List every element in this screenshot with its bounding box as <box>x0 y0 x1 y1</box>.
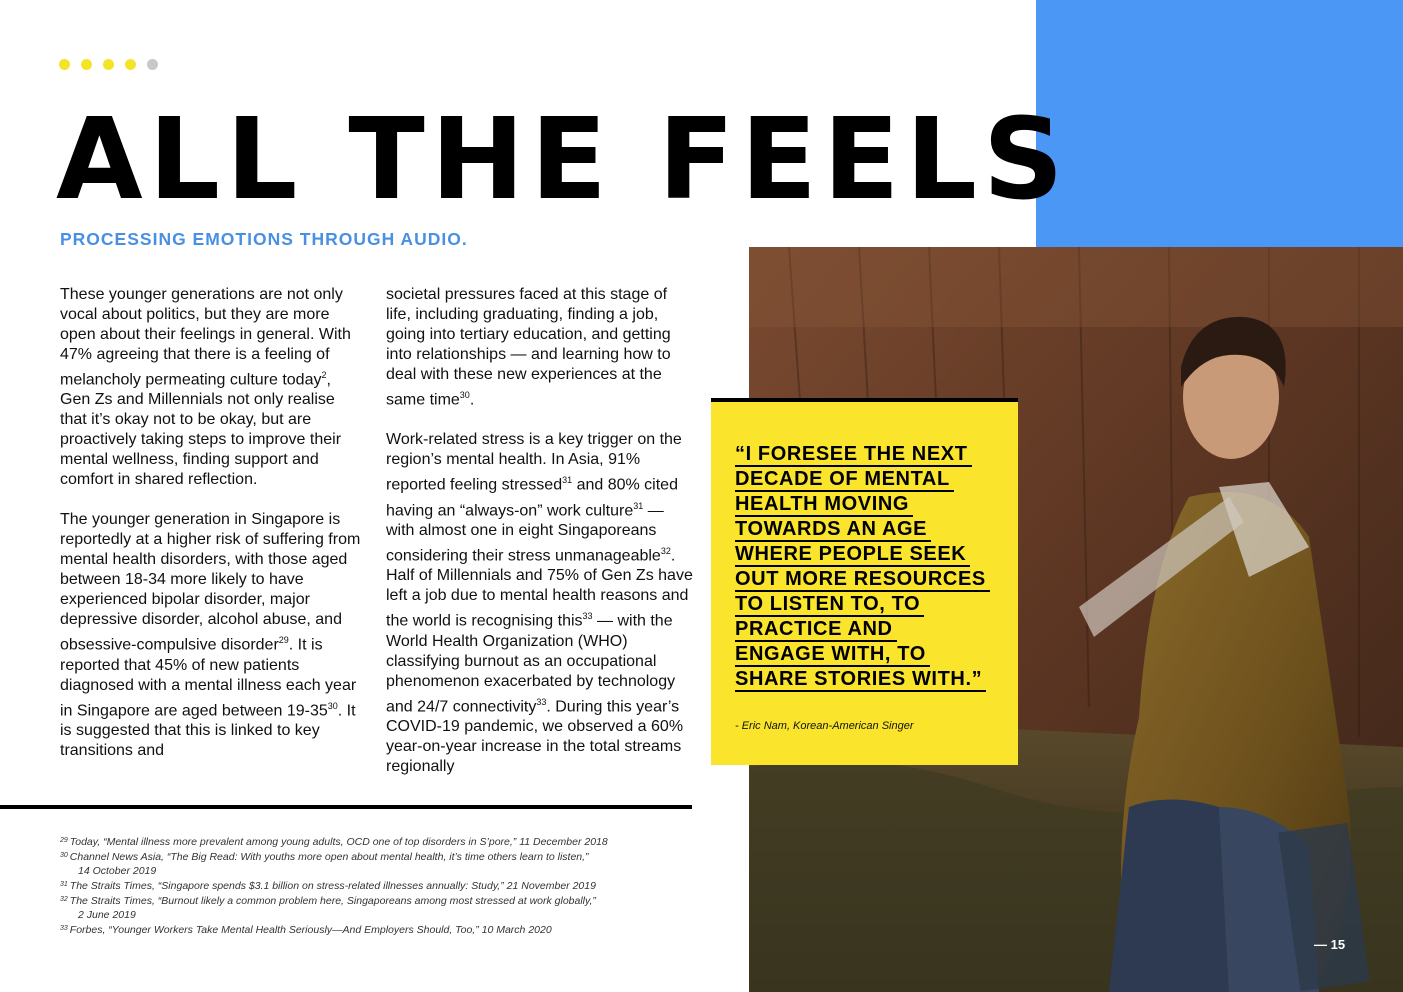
footnote-number: 33 <box>60 925 68 932</box>
quote-line: TO LISTEN TO, TO <box>735 593 924 617</box>
footnote-continuation: 14 October 2019 <box>78 865 157 877</box>
footnote-ref: 29 <box>278 635 289 646</box>
footnote-ref: 31 <box>633 500 644 511</box>
footnote-number: 31 <box>60 881 68 888</box>
page-number: — 15 <box>1314 937 1346 952</box>
body-paragraph: Work-related stress is a key trigger on the region’s mental health. In Asia, 91% reported feeling stressed$^{31}$ and 80% cited having an “always-on” work culture$^{31}$ — with almost one in eight Singaporeans considering their stress unmanageable$^{32}$. Half of Millennials and 75% of Gen Zs have left a job due to mental health reasons and the world is recognising this$^{33}$ — with the World Health Organization (WHO) classifying burnout as an occupational phenomenon exacerbated by technology and 24/7 connectivity$^{33}$. During this year’s COVID-19 pandemic, we observed a 60% year-on-year increase in the total streams regionally <box>386 431 693 775</box>
page-title: ALL THE FEELS <box>56 95 1070 225</box>
footnote-ref: 31 <box>562 475 573 486</box>
pull-quote-box <box>711 398 1018 765</box>
quote-line: WHERE PEOPLE SEEK <box>735 543 970 567</box>
quote-line: HEALTH MOVING <box>735 493 913 517</box>
footnote-ref: 30 <box>327 700 338 711</box>
divider-rule <box>0 805 692 809</box>
accent-block <box>1036 0 1403 248</box>
quote-line: PRACTICE AND <box>735 618 897 642</box>
footnote-ref: 33 <box>536 696 547 707</box>
quote-line: SHARE STORIES WITH.” <box>735 668 986 692</box>
footnote-text: Forbes, “Younger Workers Take Mental Health Seriously—And Employers Should, Too,” 10 March 2020 <box>69 924 552 936</box>
footnote-number: 30 <box>60 852 68 859</box>
pull-quote-text <box>735 442 1005 692</box>
footnote-text: The Straits Times, “Singapore spends $3.1 billion on stress-related illnesses annually: Study,” 21 November 2019 <box>69 880 596 892</box>
footnote <box>60 834 700 849</box>
footnote-ref: 30 <box>459 390 470 400</box>
footnote-continuation: 2 June 2019 <box>78 909 136 921</box>
body-column-right <box>386 285 696 797</box>
footnote-ref: 2 <box>321 370 327 380</box>
quote-line: “I FORESEE THE NEXT <box>735 443 972 467</box>
body-column-left <box>60 285 365 781</box>
footnote-number: 32 <box>60 896 68 903</box>
footnotes <box>60 834 700 937</box>
progress-dots <box>59 59 158 70</box>
footnote-text: Channel News Asia, “The Big Read: With youths more open about mental health, it’s time others learn to listen,” <box>69 851 589 863</box>
footnote-ref: 33 <box>582 611 593 622</box>
footnote <box>60 922 700 937</box>
footnote-ref: 32 <box>660 545 671 556</box>
quote-line: TOWARDS AN AGE <box>735 518 931 542</box>
page-subtitle: PROCESSING EMOTIONS THROUGH AUDIO. <box>60 229 468 249</box>
body-paragraph: societal pressures faced at this stage of life, including graduating, finding a job, going into tertiary education, and getting into relationships — and learning how to deal with these new experiences at the same time$^{30}$. <box>386 286 671 409</box>
progress-dot <box>59 59 70 70</box>
footnote-text: Today, “Mental illness more prevalent among young adults, OCD one of top disorders in S’pore,” 11 December 2018 <box>69 836 608 848</box>
body-paragraph: These younger generations are not only vocal about politics, but they are more open about their feelings in general. With 47% agreeing that there is a feeling of melancholy permeating culture today$^2$, Gen Zs and Millennials not only realise that it’s okay not to be okay, but are proactively taking steps to improve their mental wellness, finding support and comfort in shared reflection. <box>60 286 351 489</box>
footnote-number: 29 <box>60 837 68 844</box>
progress-dot <box>147 59 158 70</box>
body-paragraph: The younger generation in Singapore is reportedly at a higher risk of suffering from mental health disorders, with those aged between 18-34 more likely to have experienced bipolar disorder, major depressive disorder, alcohol abuse, and obsessive-compulsive disorder$^{29}$. It is reported that 45% of new patients diagnosed with a mental illness each year in Singapore are aged between $19-35^{30}$. It is suggested that this is linked to key transitions and <box>60 511 361 759</box>
quote-line: ENGAGE WITH, TO <box>735 643 930 667</box>
quote-line: OUT MORE RESOURCES <box>735 568 990 592</box>
quote-line: DECADE OF MENTAL <box>735 468 954 492</box>
footnote <box>60 878 700 893</box>
progress-dot <box>103 59 114 70</box>
footnote <box>60 849 700 878</box>
progress-dot <box>81 59 92 70</box>
progress-dot <box>125 59 136 70</box>
footnote-text: The Straits Times, “Burnout likely a common problem here, Singaporeans among most stressed at work globally,” <box>69 895 596 907</box>
quote-attribution: - Eric Nam, Korean-American Singer <box>735 720 914 732</box>
footnote <box>60 893 700 922</box>
